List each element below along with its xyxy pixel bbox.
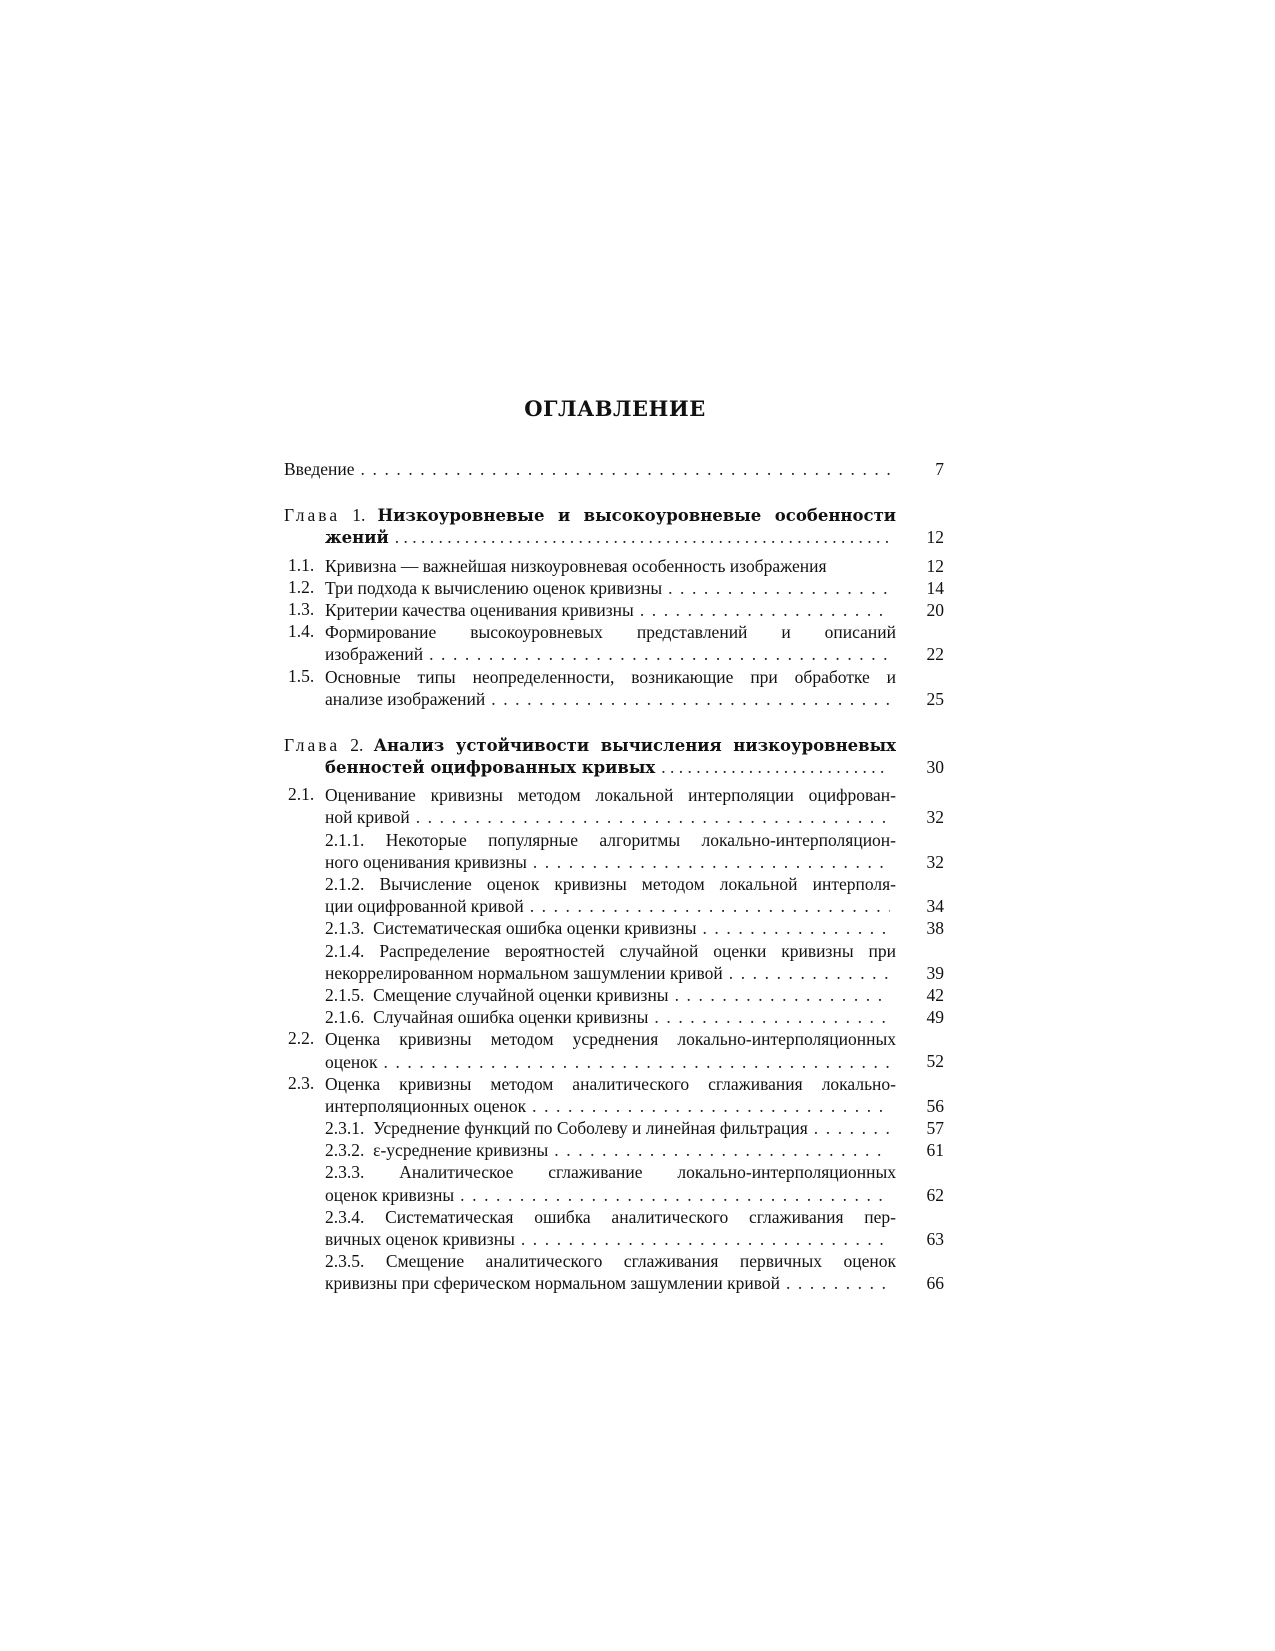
subsection-number: 2.1.3. — [325, 918, 365, 939]
subsection-title: Распределение вероятностей случайной оценки кривизны при — [379, 940, 896, 961]
toc-section-1-5[interactable] — [284, 666, 944, 710]
chapter-word: Глава — [284, 505, 341, 526]
subsection-number: 2.1.1. — [325, 829, 365, 850]
section-title: Формирование высокоуровневых представлений и описаний — [325, 622, 896, 643]
toc-subsection-2-1-6[interactable] — [284, 1006, 944, 1028]
toc-section-2-3[interactable] — [284, 1073, 944, 1117]
page-number: 12 — [926, 555, 944, 576]
entry-label: Введение — [284, 459, 355, 479]
subsection-number: 2.3.3. — [325, 1162, 365, 1183]
toc-subsection-2-3-3[interactable] — [284, 1161, 944, 1205]
toc-subsection-2-3-1[interactable] — [284, 1117, 944, 1139]
section-number: 2.2. — [288, 1028, 315, 1049]
subsection-title: Смещение аналитического сглаживания первичных оценок — [385, 1251, 896, 1272]
section-title: Кривизна — важнейшая низкоуровневая особенность изображения — [325, 555, 827, 576]
section-number: 1.3. — [288, 598, 315, 619]
subsection-title: Случайная ошибка оценки кривизны — [373, 1007, 649, 1028]
page-number: 39 — [926, 962, 944, 983]
dot-leader — [361, 458, 890, 480]
section-title: Критерии качества оценивания кривизны — [325, 599, 634, 620]
dot-leader — [395, 526, 890, 548]
chapter-title: Низкоуровневые и высокоуровневые особенности — [377, 506, 896, 526]
page-number: 25 — [926, 688, 944, 709]
section-title-cont: анализе изображений — [325, 688, 486, 709]
subsection-number: 2.3.1. — [325, 1118, 365, 1139]
dot-leader — [416, 806, 890, 828]
page-number: 66 — [926, 1273, 944, 1294]
subsection-title-cont: ного оценивания кривизны — [325, 851, 527, 872]
toc-section-1-4[interactable] — [284, 621, 944, 665]
toc-entry-intro[interactable] — [284, 458, 944, 480]
toc-section-1-2[interactable] — [284, 577, 944, 599]
section-title: Три подхода к вычислению оценок кривизны — [325, 577, 663, 598]
toc-chapter-1[interactable] — [284, 504, 944, 548]
subsection-title: Аналитическое сглаживание локально-интерполяционных — [399, 1162, 896, 1183]
page-number: 57 — [926, 1118, 944, 1139]
page-number: 49 — [926, 1007, 944, 1028]
section-number: 1.5. — [288, 665, 315, 686]
subsection-title: Систематическая ошибка аналитического сглаживания пер- — [385, 1206, 896, 1227]
toc-subsection-2-1-4[interactable] — [284, 940, 944, 984]
page-number: 32 — [926, 807, 944, 828]
toc-subsection-2-1-3[interactable] — [284, 917, 944, 939]
toc-subsection-2-3-4[interactable] — [284, 1206, 944, 1250]
toc-chapter-2[interactable] — [284, 734, 944, 778]
section-title: Оценивание кривизны методом локальной интерполяции оцифрован- — [325, 785, 896, 806]
dot-leader — [429, 643, 890, 665]
page-number: 61 — [926, 1140, 944, 1161]
subsection-title-cont: некоррелированном нормальном зашумлении кривой — [325, 962, 723, 983]
dot-leader — [786, 1272, 890, 1294]
subsection-number: 2.3.4. — [325, 1206, 365, 1227]
page-number: 14 — [926, 577, 944, 598]
toc-subsection-2-3-5[interactable] — [284, 1250, 944, 1294]
chapter-number: 2. — [350, 734, 364, 755]
page-number: 38 — [926, 918, 944, 939]
page-number: 52 — [926, 1051, 944, 1072]
dot-leader — [729, 962, 890, 984]
dot-leader — [460, 1184, 890, 1206]
chapter-title-cont: бенностей оцифрованных кривых — [325, 758, 656, 778]
subsection-title: Систематическая ошибка оценки кривизны — [373, 918, 697, 939]
dot-leader — [675, 984, 890, 1006]
section-number: 2.1. — [288, 784, 315, 805]
subsection-number: 2.3.5. — [325, 1251, 365, 1272]
section-title: Оценка кривизны методом аналитического сглаживания локально- — [325, 1073, 896, 1094]
toc-subsection-2-1-2[interactable] — [284, 873, 944, 917]
subsection-title-cont: кривизны при сферическом нормальном зашумлении кривой — [325, 1273, 780, 1294]
dot-leader — [640, 599, 890, 621]
dot-leader — [554, 1139, 890, 1161]
dot-leader — [814, 1117, 890, 1139]
subsection-number: 2.1.4. — [325, 940, 365, 961]
dot-leader — [532, 1095, 890, 1117]
dot-leader — [533, 851, 890, 873]
dot-leader — [491, 688, 890, 710]
dot-leader — [530, 895, 890, 917]
page-number: 7 — [935, 458, 944, 479]
subsection-number: 2.1.2. — [325, 874, 365, 894]
subsection-title: Вычисление оценок кривизны методом локальной интерполя- — [379, 874, 896, 894]
section-number: 1.1. — [288, 554, 315, 575]
page-number: 63 — [926, 1228, 944, 1249]
subsection-number: 2.1.6. — [325, 1007, 365, 1028]
chapter-title: Анализ устойчивости вычисления низкоуровневых — [373, 735, 896, 755]
page-number: 12 — [926, 527, 944, 548]
chapter-number: 1. — [352, 505, 366, 526]
subsection-title: Смещение случайной оценки кривизны — [373, 984, 669, 1005]
section-number: 2.3. — [288, 1072, 315, 1093]
page-number: 42 — [926, 984, 944, 1005]
page-number: 32 — [926, 851, 944, 872]
page-number: 22 — [926, 644, 944, 665]
subsection-number: 2.3.2. — [325, 1140, 365, 1161]
section-title-cont: изображений — [325, 644, 424, 665]
toc-subsection-2-1-5[interactable] — [284, 984, 944, 1006]
dot-leader — [654, 1006, 890, 1028]
subsection-title: ε-усреднение кривизны — [373, 1140, 549, 1161]
subsection-title: Некоторые популярные алгоритмы локально-интерполяцион- — [385, 829, 896, 850]
section-title-cont: интерполяционных оценок — [325, 1095, 527, 1116]
page-number: 56 — [926, 1095, 944, 1116]
dot-leader — [702, 917, 890, 939]
page-number: 34 — [926, 896, 944, 917]
dot-leader — [661, 756, 890, 778]
dot-leader — [668, 577, 890, 599]
page-title: ОГЛАВЛЕНИЕ — [524, 396, 706, 421]
page-number: 30 — [926, 757, 944, 778]
section-title: Оценка кривизны методом усреднения локально-интерполяционных — [325, 1029, 896, 1050]
page-number: 62 — [926, 1184, 944, 1205]
chapter-word: Глава — [284, 734, 341, 755]
page-number: 20 — [926, 599, 944, 620]
section-title-cont: ной кривой — [325, 807, 410, 828]
section-title: Основные типы неопределенности, возникающие при обработке и — [325, 666, 896, 687]
dot-leader — [384, 1051, 891, 1073]
subsection-title-cont: вичных оценок кривизны — [325, 1229, 515, 1249]
toc-subsection-2-1-1[interactable] — [284, 829, 944, 873]
toc-section-2-2[interactable] — [284, 1028, 944, 1072]
chapter-title-cont: жений — [325, 528, 389, 548]
dot-leader — [521, 1228, 890, 1250]
table-of-contents — [284, 458, 944, 1295]
subsection-number: 2.1.5. — [325, 984, 365, 1005]
toc-section-1-3[interactable] — [284, 599, 944, 621]
toc-section-1-1[interactable] — [284, 555, 944, 577]
toc-subsection-2-3-2[interactable] — [284, 1139, 944, 1161]
section-number: 1.2. — [288, 576, 315, 597]
toc-section-2-1[interactable] — [284, 784, 944, 828]
subsection-title-cont: ции оцифрованной кривой — [325, 896, 524, 917]
subsection-title-cont: оценок кривизны — [325, 1184, 455, 1205]
section-title-cont: оценок — [325, 1051, 378, 1072]
subsection-title: Усреднение функций по Соболеву и линейная фильтрация — [373, 1118, 808, 1139]
section-number: 1.4. — [288, 621, 315, 642]
